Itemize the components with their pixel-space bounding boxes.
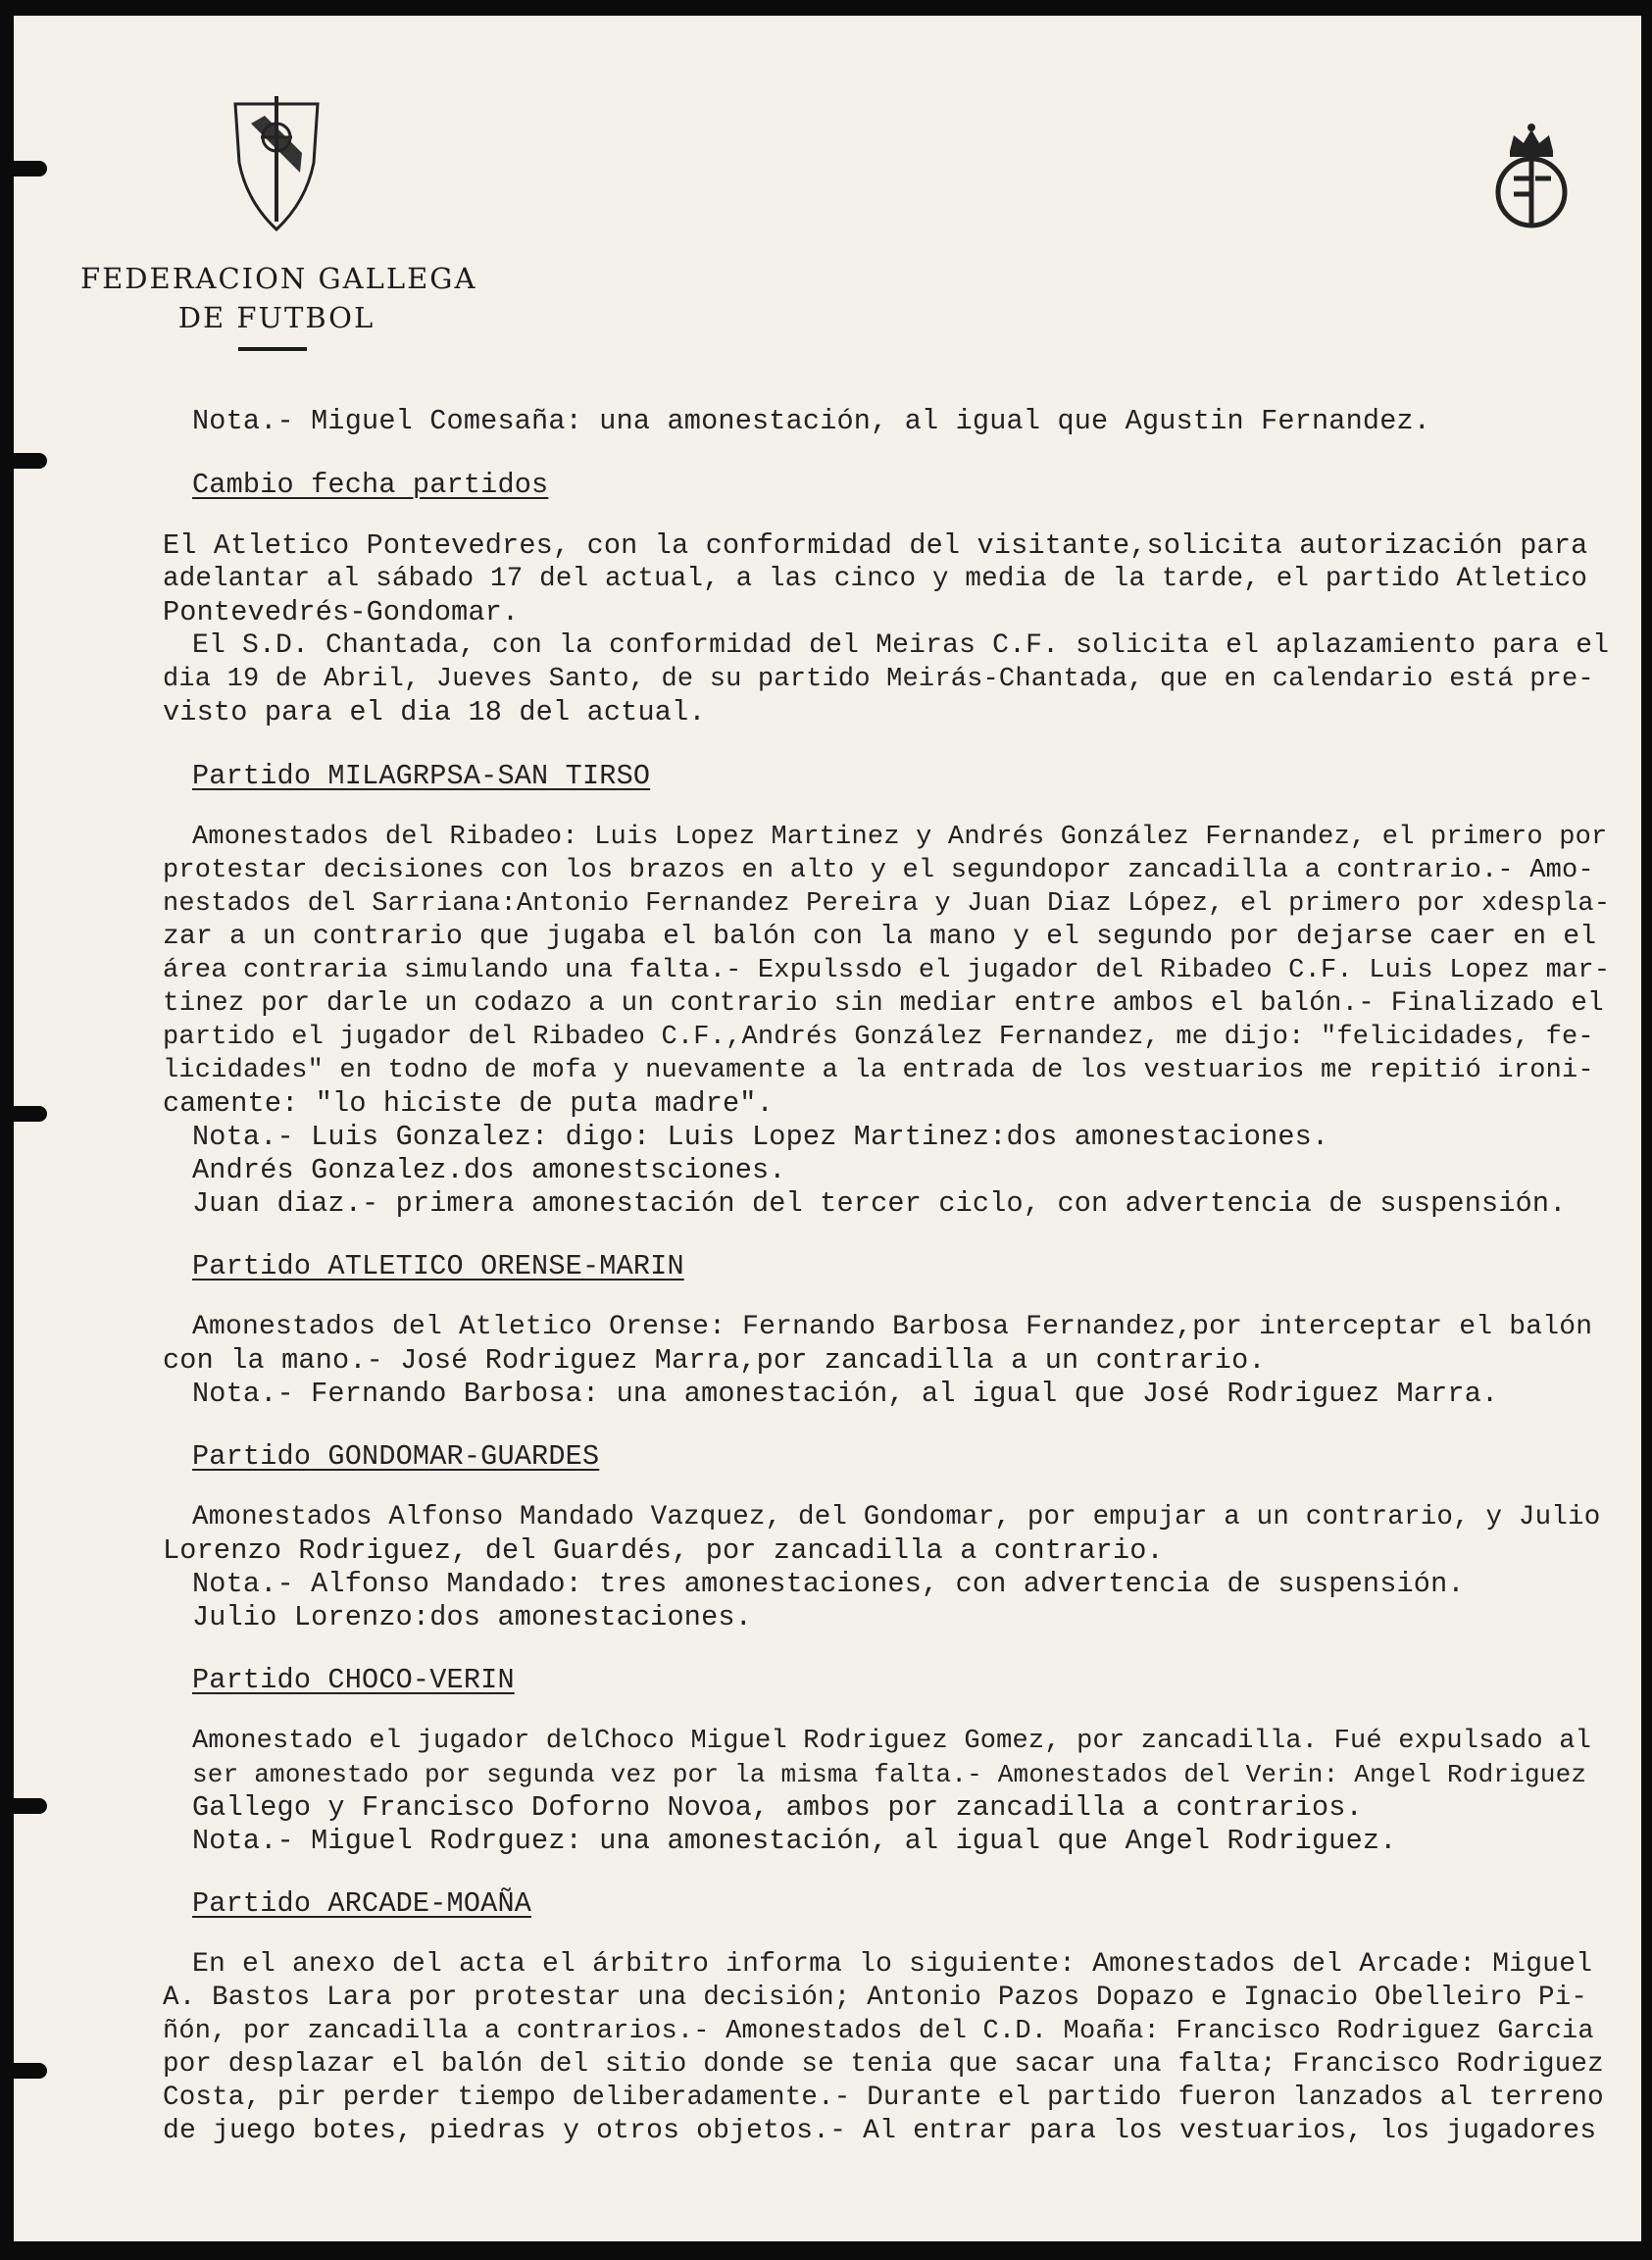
- text-line: dia 19 de Abril, Jueves Santo, de su partido Meirás-Chantada, que en calendario está pre-: [163, 665, 1594, 694]
- note-line: Nota.- Miguel Rodrguez: una amonestación, al igual que Angel Rodriguez.: [192, 1825, 1397, 1857]
- note-line: Julio Lorenzo:dos amonestaciones.: [192, 1601, 752, 1633]
- text-line: Costa, pir perder tiempo deliberadamente.- Durante el partido fueron lanzados al terreno: [163, 2083, 1604, 2113]
- federation-name-line1: FEDERACION GALLEGA: [80, 262, 477, 295]
- binder-hole: [14, 1798, 47, 1814]
- section-heading: Partido CHOCO-VERIN: [192, 1664, 515, 1696]
- text-line: Amonestado el jugador delChoco Miguel Rodriguez Gomez, por zancadilla. Fué expulsado al: [192, 1727, 1592, 1756]
- text-line: El Atletico Pontevedres, con la conformidad del visitante,solicita autorización para: [163, 529, 1588, 562]
- note-line: Nota.- Fernando Barbosa: una amonestación, al igual que José Rodriguez Marra.: [192, 1378, 1499, 1410]
- federation-name: [80, 259, 477, 337]
- text-line: nestados del Sarriana:Antonio Fernandez Pereira y Juan Diaz López, el primero por xdespla-: [163, 889, 1611, 919]
- text-line: Lorenzo Rodriguez, del Guardés, por zancadilla a contrario.: [163, 1534, 1164, 1567]
- text-line: Gallego y Francisco Doforno Novoa, ambos por zancadilla a contrarios.: [192, 1791, 1363, 1824]
- text-line: Amonestados del Ribadeo: Luis Lopez Martinez y Andrés González Fernandez, el primero por: [192, 823, 1608, 852]
- section-heading: Partido MILAGRPSA-SAN TIRSO: [192, 760, 651, 792]
- section-heading: Partido GONDOMAR-GUARDES: [192, 1440, 600, 1473]
- text-line: ñón, por zancadilla a contrarios.- Amonestados del C.D. Moaña: Francisco Rodriguez Garcia: [163, 2017, 1594, 2046]
- text-line: licidades" en todno de mofa y nuevamente a la entrada de los vestuarios me repitió ironi-: [163, 1056, 1594, 1085]
- text-line: tinez por darle un codazo a un contrario sin mediar entre ambos el balón.- Finalizado el: [163, 988, 1604, 1019]
- text-line: con la mano.- José Rodriguez Marra,por zancadilla a un contrario.: [163, 1344, 1266, 1377]
- text-line: visto para el dia 18 del actual.: [163, 696, 706, 728]
- text-line: camente: "lo hiciste de puta madre".: [163, 1087, 774, 1120]
- text-line: adelantar al sábado 17 del actual, a las cinco y media de la tarde, el partido Atletico: [163, 564, 1588, 594]
- note-line: Nota.- Luis Gonzalez: digo: Luis Lopez Martinez:dos amonestaciones.: [192, 1121, 1329, 1153]
- binder-hole: [14, 2063, 47, 2079]
- federation-name-line2: DE FUTBOL: [177, 301, 375, 334]
- note-line: Nota.- Alfonso Mandado: tres amonestaciones, con advertencia de suspensión.: [192, 1568, 1465, 1600]
- text-line: de juego botes, piedras y otros objetos.- Al entrar para los vestuarios, los jugadores: [163, 2116, 1597, 2146]
- text-line: Pontevedrés-Gondomar.: [163, 596, 520, 628]
- binder-hole: [14, 453, 47, 469]
- note-line: Andrés Gonzalez.dos amonestsciones.: [192, 1154, 786, 1186]
- note-line: Nota.- Miguel Comesaña: una amonestación, al igual que Agustin Fernandez.: [192, 405, 1431, 437]
- section-heading: Partido ATLETICO ORENSE-MARIN: [192, 1250, 684, 1282]
- binder-hole: [14, 161, 47, 176]
- document-page: [14, 16, 1641, 2241]
- text-line: ser amonestado por segunda vez por la misma falta.- Amonestados del Verin: Angel Rodriguez: [192, 1760, 1587, 1789]
- text-line: El S.D. Chantada, con la conformidad del Meiras C.F. solicita el aplazamiento para el: [192, 630, 1610, 661]
- text-line: por desplazar el balón del sitio donde se tenia que sacar una falta; Francisco Rodriguez: [163, 2049, 1604, 2080]
- section-heading: Partido ARCADE-MOAÑA: [192, 1887, 532, 1920]
- text-line: Amonestados Alfonso Mandado Vazquez, del Gondomar, por empujar a un contrario, y Julio: [192, 1502, 1601, 1532]
- text-line: Amonestados del Atletico Orense: Fernando Barbosa Fernandez,por interceptar el balón: [192, 1312, 1593, 1342]
- header-rule: [238, 347, 307, 351]
- rfef-crown-emblem: [1492, 122, 1571, 231]
- note-line: Juan diaz.- primera amonestación del tercer ciclo, con advertencia de suspensión.: [192, 1187, 1567, 1220]
- text-line: protestar decisiones con los brazos en alto y el segundopor zancadilla a contrario.- Amo-: [163, 856, 1594, 885]
- federation-shield-logo: [231, 94, 322, 233]
- text-line: A. Bastos Lara por protestar una decisión; Antonio Pazos Dopazo e Ignacio Obelleiro Pi-: [163, 1983, 1588, 2013]
- text-line: área contraria simulando una falta.- Expulssdo el jugador del Ribadeo C.F. Luis Lopez mar-: [163, 956, 1611, 985]
- section-heading: Cambio fecha partidos: [192, 469, 549, 501]
- binder-hole: [14, 1106, 47, 1122]
- text-line: partido el jugador del Ribadeo C.F.,Andrés González Fernandez, me dijo: "felicidades, fe-: [163, 1023, 1594, 1052]
- text-line: En el anexo del acta el árbitro informa lo siguiente: Amonestados del Arcade: Miguel: [192, 1949, 1593, 1980]
- text-line: zar a un contrario que jugaba el balón con la mano y el segundo por dejarse caer en el: [163, 922, 1597, 952]
